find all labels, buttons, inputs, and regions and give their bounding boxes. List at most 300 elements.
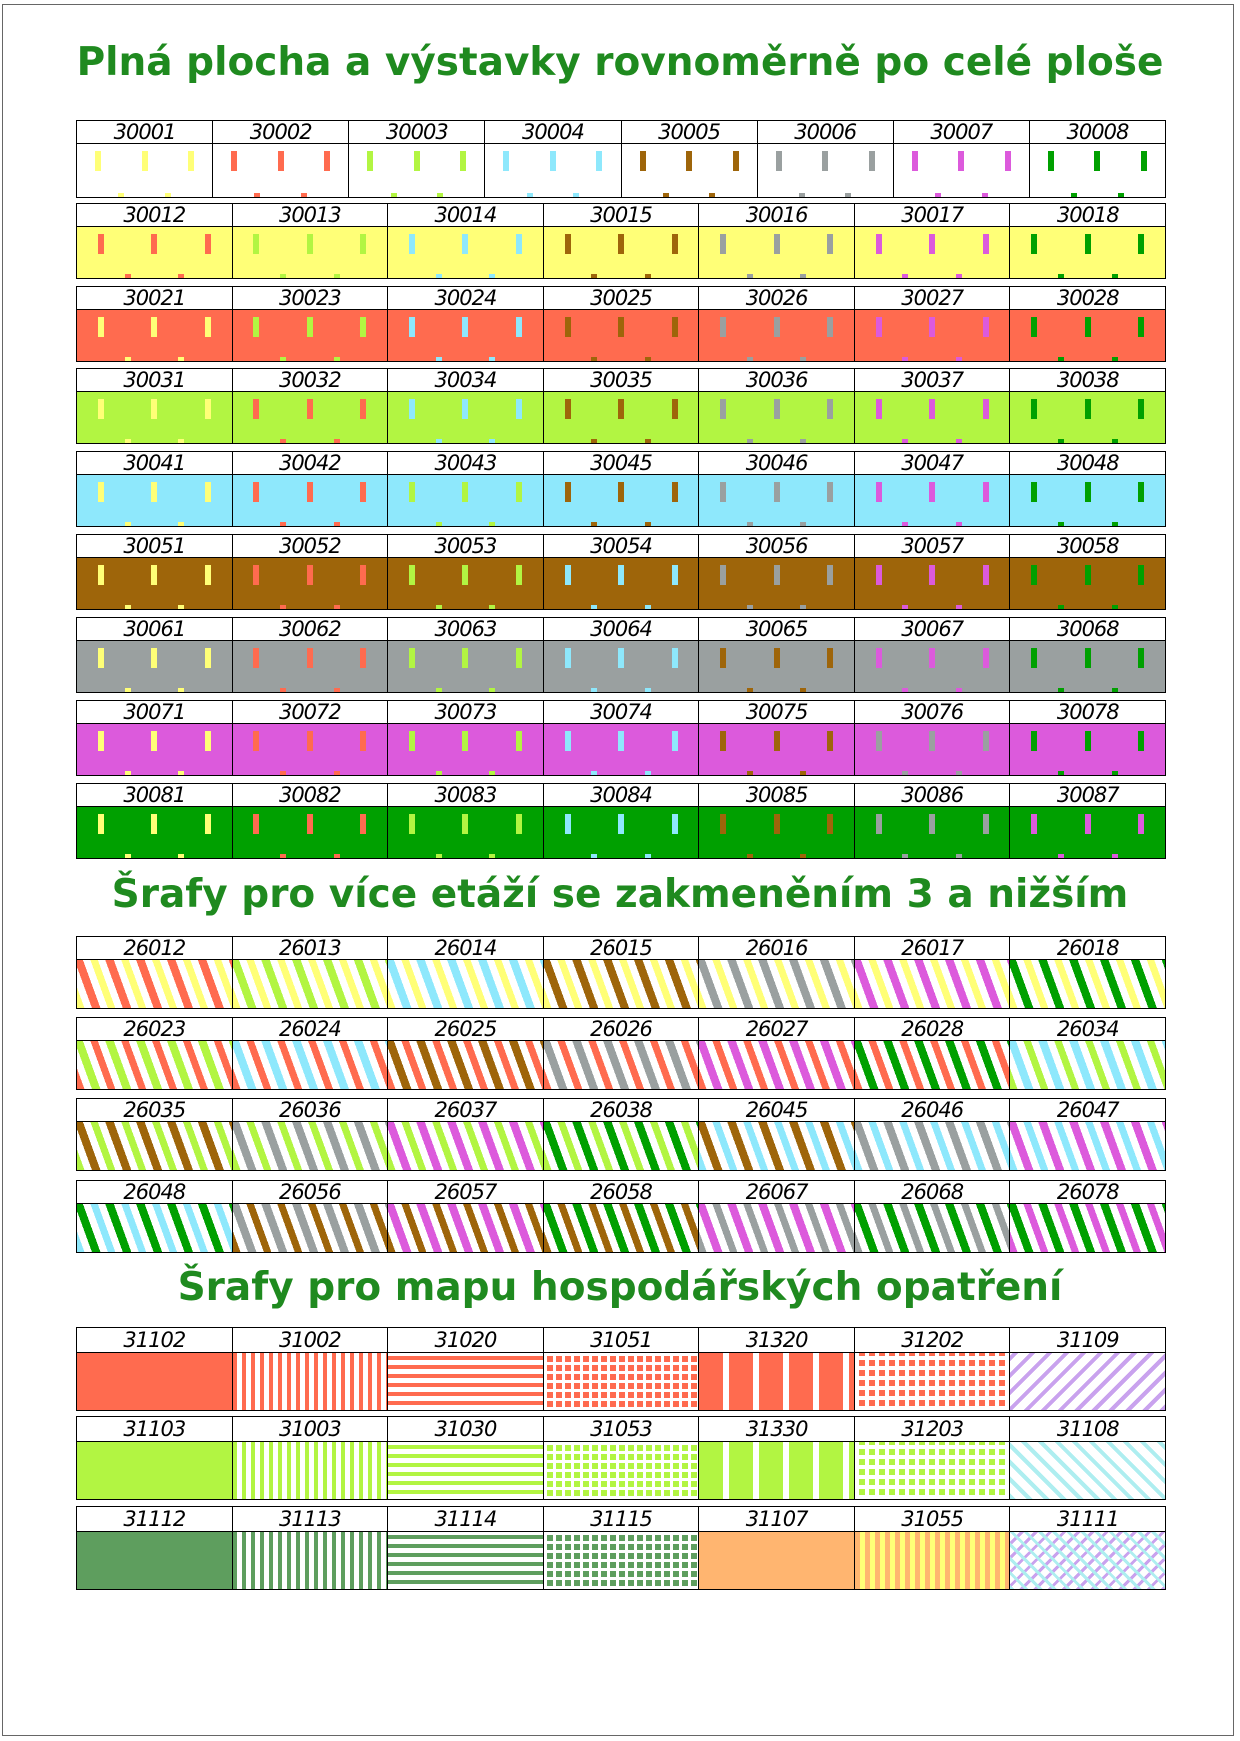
swatch-fill <box>233 1353 388 1410</box>
swatch-code-label: 30035 <box>544 369 699 392</box>
swatch-code-label: 30061 <box>77 618 232 641</box>
swatch-cell-26024 <box>232 1018 388 1089</box>
swatch-cell-31111 <box>1009 1507 1165 1589</box>
swatch-cell-26015 <box>543 937 699 1008</box>
swatch-cell-26045 <box>698 1099 854 1170</box>
swatch-code-label: 30057 <box>855 535 1010 558</box>
swatch-code-label: 30062 <box>233 618 388 641</box>
swatch-cell-31051 <box>543 1328 699 1410</box>
swatch-fill <box>1010 807 1165 858</box>
swatch-code-label: 26036 <box>233 1099 388 1122</box>
swatch-fill <box>1010 392 1165 443</box>
swatch-fill <box>1010 227 1165 278</box>
swatch-fill <box>233 1532 388 1589</box>
swatch-cell-30021 <box>77 287 232 361</box>
swatch-cell-31202 <box>854 1328 1010 1410</box>
swatch-code-label: 31053 <box>544 1417 699 1442</box>
swatch-fill <box>233 1442 388 1499</box>
swatch-code-label: 31107 <box>699 1507 854 1532</box>
swatch-cell-30024 <box>387 287 543 361</box>
swatch-code-label: 30027 <box>855 287 1010 310</box>
swatch-code-label: 30007 <box>894 121 1029 144</box>
swatch-cell-30035 <box>543 369 699 443</box>
swatch-code-label: 31003 <box>233 1417 388 1442</box>
swatch-cell-30061 <box>77 618 232 692</box>
swatch-code-label: 30023 <box>233 287 388 310</box>
swatch-code-label: 26057 <box>388 1181 543 1204</box>
swatch-fill <box>388 1041 543 1089</box>
swatch-fill <box>388 392 543 443</box>
swatch-cell-30084 <box>543 784 699 858</box>
swatch-fill <box>388 1204 543 1252</box>
swatch-fill <box>758 144 893 197</box>
swatch-fill <box>544 1122 699 1170</box>
swatch-fill <box>544 1204 699 1252</box>
swatch-fill <box>1010 1442 1165 1499</box>
swatch-fill <box>1010 1532 1165 1589</box>
swatch-code-label: 30081 <box>77 784 232 807</box>
swatch-code-label: 30071 <box>77 701 232 724</box>
swatch-code-label: 30003 <box>349 121 484 144</box>
swatch-fill <box>544 227 699 278</box>
swatch-cell-30025 <box>543 287 699 361</box>
swatch-cell-30013 <box>232 204 388 278</box>
swatch-cell-30014 <box>387 204 543 278</box>
swatch-code-label: 26034 <box>1010 1018 1165 1041</box>
swatch-code-label: 30043 <box>388 452 543 475</box>
swatch-fill <box>77 1204 232 1252</box>
swatch-fill <box>233 1041 388 1089</box>
swatch-cell-30031 <box>77 369 232 443</box>
swatch-code-label: 30052 <box>233 535 388 558</box>
swatch-fill <box>1010 310 1165 361</box>
swatch-code-label: 31320 <box>699 1328 854 1353</box>
swatch-fill <box>388 475 543 526</box>
swatch-cell-30048 <box>1009 452 1165 526</box>
swatch-cell-30034 <box>387 369 543 443</box>
swatch-code-label: 30068 <box>1010 618 1165 641</box>
swatch-code-label: 30013 <box>233 204 388 227</box>
swatch-code-label: 26023 <box>77 1018 232 1041</box>
swatch-fill <box>1010 641 1165 692</box>
swatch-code-label: 30085 <box>699 784 854 807</box>
swatch-cell-30085 <box>698 784 854 858</box>
swatch-code-label: 30064 <box>544 618 699 641</box>
swatch-fill <box>1010 724 1165 775</box>
swatch-fill <box>855 641 1010 692</box>
swatch-code-label: 30032 <box>233 369 388 392</box>
swatch-cell-31114 <box>387 1507 543 1589</box>
swatch-code-label: 30063 <box>388 618 543 641</box>
swatch-code-label: 30047 <box>855 452 1010 475</box>
swatch-cell-30074 <box>543 701 699 775</box>
swatch-row <box>76 1506 1166 1590</box>
swatch-row <box>76 120 1166 198</box>
swatch-code-label: 31114 <box>388 1507 543 1532</box>
swatch-code-label: 30087 <box>1010 784 1165 807</box>
swatch-fill <box>233 475 388 526</box>
swatch-cell-30012 <box>77 204 232 278</box>
swatch-code-label: 26068 <box>855 1181 1010 1204</box>
swatch-row <box>76 617 1166 693</box>
swatch-code-label: 26018 <box>1010 937 1165 960</box>
swatch-cell-31003 <box>232 1417 388 1499</box>
swatch-fill <box>77 1122 232 1170</box>
swatch-cell-30006 <box>757 121 893 197</box>
swatch-code-label: 30051 <box>77 535 232 558</box>
swatch-cell-31112 <box>77 1507 232 1589</box>
swatch-row <box>76 1098 1166 1171</box>
swatch-code-label: 30065 <box>699 618 854 641</box>
swatch-cell-26016 <box>698 937 854 1008</box>
swatch-cell-30058 <box>1009 535 1165 609</box>
swatch-row <box>76 700 1166 776</box>
swatch-code-label: 30045 <box>544 452 699 475</box>
swatch-row <box>76 368 1166 444</box>
swatch-fill <box>77 1442 232 1499</box>
swatch-fill <box>233 724 388 775</box>
swatch-code-label: 31112 <box>77 1507 232 1532</box>
swatch-cell-30018 <box>1009 204 1165 278</box>
swatch-cell-30016 <box>698 204 854 278</box>
swatch-fill <box>233 1122 388 1170</box>
swatch-code-label: 26046 <box>855 1099 1010 1122</box>
swatch-fill <box>699 1204 854 1252</box>
swatch-code-label: 30031 <box>77 369 232 392</box>
swatch-code-label: 31108 <box>1010 1417 1165 1442</box>
swatch-code-label: 30082 <box>233 784 388 807</box>
swatch-code-label: 26017 <box>855 937 1010 960</box>
swatch-fill <box>855 392 1010 443</box>
swatch-code-label: 26037 <box>388 1099 543 1122</box>
swatch-fill <box>544 1442 699 1499</box>
swatch-code-label: 26078 <box>1010 1181 1165 1204</box>
swatch-cell-30003 <box>348 121 484 197</box>
swatch-code-label: 30038 <box>1010 369 1165 392</box>
swatch-fill <box>544 558 699 609</box>
swatch-fill <box>544 392 699 443</box>
swatch-cell-26034 <box>1009 1018 1165 1089</box>
swatch-row <box>76 936 1166 1009</box>
swatch-fill <box>544 807 699 858</box>
swatch-code-label: 26012 <box>77 937 232 960</box>
swatch-cell-30071 <box>77 701 232 775</box>
swatch-cell-31055 <box>854 1507 1010 1589</box>
swatch-code-label: 30084 <box>544 784 699 807</box>
swatch-fill <box>77 392 232 443</box>
swatch-fill <box>855 310 1010 361</box>
section-title-management-map-hatch: Šrafy pro mapu hospodářských opatření <box>177 1265 1063 1310</box>
swatch-code-label: 31055 <box>855 1507 1010 1532</box>
swatch-code-label: 26048 <box>77 1181 232 1204</box>
swatch-code-label: 30015 <box>544 204 699 227</box>
swatch-fill <box>233 392 388 443</box>
swatch-cell-31115 <box>543 1507 699 1589</box>
swatch-fill <box>622 144 757 197</box>
swatch-cell-26056 <box>232 1181 388 1252</box>
swatch-cell-30015 <box>543 204 699 278</box>
swatch-fill <box>1010 475 1165 526</box>
swatch-fill <box>855 1122 1010 1170</box>
swatch-cell-26067 <box>698 1181 854 1252</box>
swatch-code-label: 30073 <box>388 701 543 724</box>
swatch-code-label: 30028 <box>1010 287 1165 310</box>
swatch-fill <box>1010 1204 1165 1252</box>
swatch-code-label: 26015 <box>544 937 699 960</box>
swatch-code-label: 30067 <box>855 618 1010 641</box>
swatch-fill <box>233 960 388 1008</box>
swatch-cell-26012 <box>77 937 232 1008</box>
swatch-cell-30057 <box>854 535 1010 609</box>
swatch-fill <box>388 724 543 775</box>
swatch-fill <box>213 144 348 197</box>
swatch-cell-31109 <box>1009 1328 1165 1410</box>
swatch-cell-31330 <box>698 1417 854 1499</box>
swatch-fill <box>388 558 543 609</box>
swatch-cell-26038 <box>543 1099 699 1170</box>
swatch-cell-30078 <box>1009 701 1165 775</box>
swatch-code-label: 30006 <box>758 121 893 144</box>
swatch-fill <box>894 144 1029 197</box>
swatch-cell-26028 <box>854 1018 1010 1089</box>
swatch-cell-26027 <box>698 1018 854 1089</box>
swatch-cell-30062 <box>232 618 388 692</box>
swatch-cell-30056 <box>698 535 854 609</box>
swatch-cell-31113 <box>232 1507 388 1589</box>
swatch-row <box>76 1416 1166 1500</box>
swatch-cell-26017 <box>854 937 1010 1008</box>
swatch-code-label: 31203 <box>855 1417 1010 1442</box>
swatch-cell-31102 <box>77 1328 232 1410</box>
swatch-fill <box>699 1353 854 1410</box>
swatch-fill <box>699 1041 854 1089</box>
swatch-fill <box>1010 960 1165 1008</box>
swatch-code-label: 26027 <box>699 1018 854 1041</box>
swatch-code-label: 31109 <box>1010 1328 1165 1353</box>
swatch-code-label: 31102 <box>77 1328 232 1353</box>
swatch-fill <box>388 1353 543 1410</box>
swatch-cell-31103 <box>77 1417 232 1499</box>
swatch-cell-30045 <box>543 452 699 526</box>
swatch-cell-26023 <box>77 1018 232 1089</box>
swatch-cell-30008 <box>1029 121 1165 197</box>
swatch-fill <box>233 227 388 278</box>
swatch-code-label: 30056 <box>699 535 854 558</box>
swatch-cell-26068 <box>854 1181 1010 1252</box>
swatch-cell-30047 <box>854 452 1010 526</box>
swatch-cell-26013 <box>232 937 388 1008</box>
swatch-fill <box>388 1442 543 1499</box>
swatch-fill <box>855 807 1010 858</box>
swatch-code-label: 30002 <box>213 121 348 144</box>
swatch-code-label: 30012 <box>77 204 232 227</box>
swatch-fill <box>544 960 699 1008</box>
swatch-row <box>76 783 1166 859</box>
swatch-cell-30023 <box>232 287 388 361</box>
swatch-cell-30076 <box>854 701 1010 775</box>
swatch-code-label: 26014 <box>388 937 543 960</box>
swatch-fill <box>699 960 854 1008</box>
swatch-code-label: 30021 <box>77 287 232 310</box>
swatch-code-label: 30042 <box>233 452 388 475</box>
swatch-code-label: 26058 <box>544 1181 699 1204</box>
swatch-cell-26078 <box>1009 1181 1165 1252</box>
swatch-code-label: 26028 <box>855 1018 1010 1041</box>
swatch-fill <box>544 1041 699 1089</box>
swatch-code-label: 31103 <box>77 1417 232 1442</box>
swatch-code-label: 30083 <box>388 784 543 807</box>
swatch-code-label: 26025 <box>388 1018 543 1041</box>
swatch-fill <box>388 1532 543 1589</box>
swatch-fill <box>699 227 854 278</box>
swatch-cell-30068 <box>1009 618 1165 692</box>
swatch-code-label: 30048 <box>1010 452 1165 475</box>
swatch-fill <box>388 1122 543 1170</box>
swatch-fill <box>77 1353 232 1410</box>
swatch-cell-30028 <box>1009 287 1165 361</box>
swatch-code-label: 30075 <box>699 701 854 724</box>
swatch-fill <box>544 1353 699 1410</box>
swatch-fill <box>388 960 543 1008</box>
swatch-fill <box>544 1532 699 1589</box>
swatch-fill <box>77 310 232 361</box>
swatch-code-label: 31330 <box>699 1417 854 1442</box>
swatch-cell-30067 <box>854 618 1010 692</box>
swatch-fill <box>699 392 854 443</box>
swatch-fill <box>233 310 388 361</box>
swatch-fill <box>544 641 699 692</box>
swatch-code-label: 31111 <box>1010 1507 1165 1532</box>
swatch-row <box>76 534 1166 610</box>
swatch-fill <box>699 475 854 526</box>
swatch-cell-30054 <box>543 535 699 609</box>
swatch-fill <box>1010 1041 1165 1089</box>
swatch-fill <box>1010 558 1165 609</box>
swatch-fill <box>388 807 543 858</box>
swatch-cell-30038 <box>1009 369 1165 443</box>
swatch-fill <box>77 807 232 858</box>
swatch-code-label: 30054 <box>544 535 699 558</box>
swatch-cell-30036 <box>698 369 854 443</box>
swatch-cell-26026 <box>543 1018 699 1089</box>
swatch-cell-26047 <box>1009 1099 1165 1170</box>
swatch-fill <box>485 144 620 197</box>
swatch-row <box>76 451 1166 527</box>
swatch-row <box>76 286 1166 362</box>
swatch-code-label: 31202 <box>855 1328 1010 1353</box>
swatch-code-label: 30026 <box>699 287 854 310</box>
swatch-cell-30005 <box>621 121 757 197</box>
swatch-fill <box>233 558 388 609</box>
swatch-code-label: 30074 <box>544 701 699 724</box>
swatch-fill <box>388 310 543 361</box>
swatch-fill <box>855 1442 1010 1499</box>
swatch-code-label: 31051 <box>544 1328 699 1353</box>
swatch-row <box>76 203 1166 279</box>
swatch-code-label: 30014 <box>388 204 543 227</box>
swatch-code-label: 30078 <box>1010 701 1165 724</box>
swatch-fill <box>544 310 699 361</box>
swatch-cell-30052 <box>232 535 388 609</box>
swatch-cell-30086 <box>854 784 1010 858</box>
swatch-fill <box>544 724 699 775</box>
swatch-code-label: 26024 <box>233 1018 388 1041</box>
swatch-code-label: 31115 <box>544 1507 699 1532</box>
swatch-cell-30065 <box>698 618 854 692</box>
swatch-fill <box>699 1442 854 1499</box>
swatch-code-label: 30025 <box>544 287 699 310</box>
swatch-fill <box>77 724 232 775</box>
swatch-code-label: 30058 <box>1010 535 1165 558</box>
swatch-fill <box>1030 144 1165 197</box>
swatch-fill <box>77 144 212 197</box>
swatch-fill <box>855 1041 1010 1089</box>
swatch-cell-26048 <box>77 1181 232 1252</box>
swatch-row <box>76 1327 1166 1411</box>
swatch-code-label: 31002 <box>233 1328 388 1353</box>
swatch-fill <box>855 475 1010 526</box>
swatch-fill <box>855 1532 1010 1589</box>
swatch-cell-31107 <box>698 1507 854 1589</box>
swatch-code-label: 30086 <box>855 784 1010 807</box>
swatch-fill <box>233 641 388 692</box>
swatch-cell-30082 <box>232 784 388 858</box>
swatch-fill <box>699 724 854 775</box>
swatch-cell-26058 <box>543 1181 699 1252</box>
swatch-fill <box>855 724 1010 775</box>
swatch-cell-26035 <box>77 1099 232 1170</box>
swatch-cell-26018 <box>1009 937 1165 1008</box>
swatch-cell-26036 <box>232 1099 388 1170</box>
swatch-cell-30037 <box>854 369 1010 443</box>
swatch-fill <box>855 960 1010 1008</box>
swatch-fill <box>855 227 1010 278</box>
swatch-cell-30087 <box>1009 784 1165 858</box>
swatch-fill <box>77 475 232 526</box>
swatch-row <box>76 1180 1166 1253</box>
swatch-fill <box>699 558 854 609</box>
swatch-fill <box>1010 1122 1165 1170</box>
swatch-fill <box>349 144 484 197</box>
swatch-cell-26025 <box>387 1018 543 1089</box>
swatch-cell-30081 <box>77 784 232 858</box>
swatch-cell-30053 <box>387 535 543 609</box>
swatch-code-label: 30008 <box>1030 121 1165 144</box>
swatch-code-label: 30024 <box>388 287 543 310</box>
swatch-fill <box>77 558 232 609</box>
swatch-cell-30072 <box>232 701 388 775</box>
swatch-fill <box>1010 1353 1165 1410</box>
swatch-fill <box>77 641 232 692</box>
swatch-code-label: 26047 <box>1010 1099 1165 1122</box>
swatch-cell-26057 <box>387 1181 543 1252</box>
swatch-row <box>76 1017 1166 1090</box>
swatch-cell-31053 <box>543 1417 699 1499</box>
swatch-cell-26014 <box>387 937 543 1008</box>
swatch-fill <box>855 1353 1010 1410</box>
swatch-cell-30064 <box>543 618 699 692</box>
swatch-code-label: 31113 <box>233 1507 388 1532</box>
swatch-cell-30046 <box>698 452 854 526</box>
swatch-code-label: 26056 <box>233 1181 388 1204</box>
swatch-code-label: 30036 <box>699 369 854 392</box>
swatch-cell-30032 <box>232 369 388 443</box>
swatch-fill <box>388 641 543 692</box>
swatch-code-label: 30072 <box>233 701 388 724</box>
swatch-fill <box>699 310 854 361</box>
swatch-code-label: 30005 <box>622 121 757 144</box>
swatch-code-label: 26016 <box>699 937 854 960</box>
